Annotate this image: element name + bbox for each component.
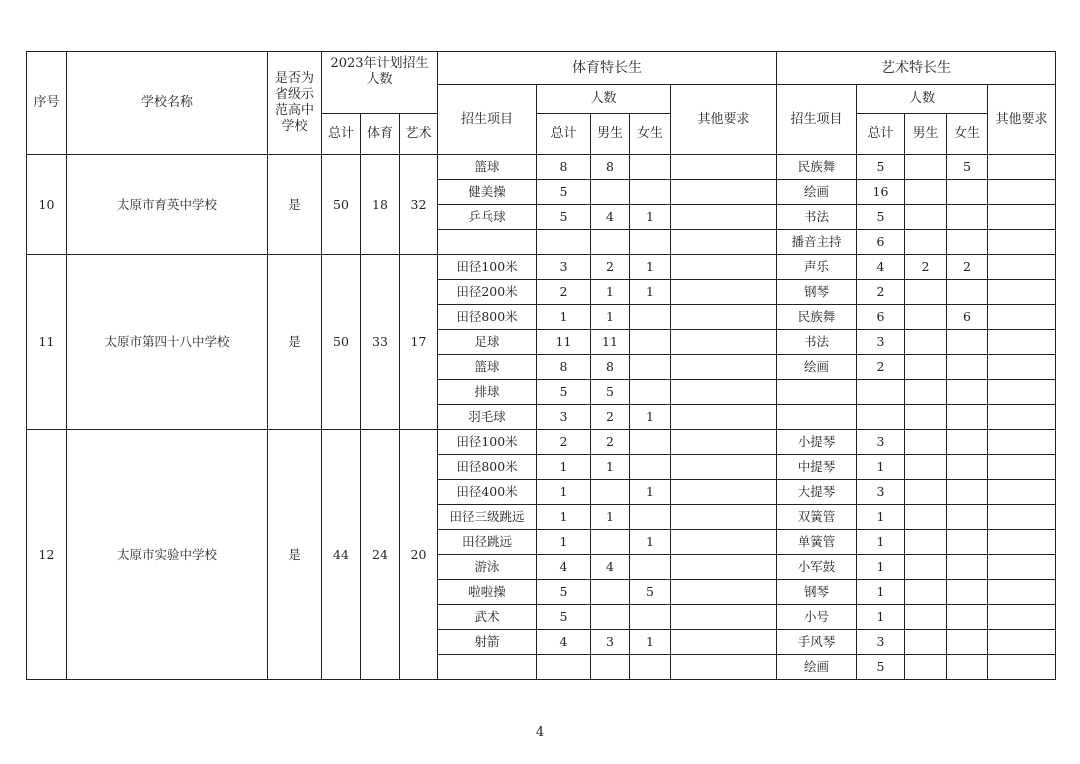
sports-project: 啦啦操 [438,580,537,605]
table-row [27,430,1056,455]
sports-female [630,655,671,680]
arts-female: 6 [947,305,988,330]
header-arts-male: 男生 [905,114,947,155]
sports-male: 2 [591,255,630,280]
header-is-model: 是否为省级示范高中学校 [268,52,322,155]
sports-female: 1 [630,405,671,430]
arts-male [905,630,947,655]
sports-other-requirements [671,580,777,605]
sports-total: 3 [537,405,591,430]
header-school-name: 学校名称 [67,52,268,155]
sports-project: 篮球 [438,355,537,380]
sports-project: 田径800米 [438,455,537,480]
arts-female [947,280,988,305]
sports-total: 8 [537,155,591,180]
sports-other-requirements [671,405,777,430]
sports-project [438,655,537,680]
plan-arts: 17 [400,255,438,430]
sports-project: 田径400米 [438,480,537,505]
arts-male [905,580,947,605]
sports-male: 4 [591,555,630,580]
arts-male [905,430,947,455]
arts-total: 3 [857,480,905,505]
arts-male [905,155,947,180]
sports-total: 3 [537,255,591,280]
sports-female [630,555,671,580]
arts-project: 绘画 [777,655,857,680]
arts-other-requirements [988,405,1056,430]
arts-other-requirements [988,280,1056,305]
arts-female [947,230,988,255]
sports-female: 1 [630,205,671,230]
sports-male: 1 [591,505,630,530]
header-plan-arts: 艺术 [400,114,438,155]
sports-other-requirements [671,655,777,680]
sports-project: 田径200米 [438,280,537,305]
arts-project: 书法 [777,330,857,355]
arts-male [905,655,947,680]
sports-male: 5 [591,380,630,405]
sports-project: 乒乓球 [438,205,537,230]
sports-female [630,330,671,355]
arts-female [947,455,988,480]
arts-male [905,230,947,255]
sports-project: 排球 [438,380,537,405]
school-is-model: 是 [268,155,322,255]
sports-female: 5 [630,580,671,605]
arts-total: 6 [857,230,905,255]
arts-total: 1 [857,605,905,630]
sports-male: 1 [591,305,630,330]
header-sports-other: 其他要求 [671,85,777,155]
school-seq: 10 [27,155,67,255]
arts-other-requirements [988,530,1056,555]
arts-other-requirements [988,480,1056,505]
admissions-table [26,51,1056,680]
plan-sports: 18 [361,155,400,255]
arts-project: 钢琴 [777,580,857,605]
sports-total: 8 [537,355,591,380]
sports-other-requirements [671,530,777,555]
header-seq: 序号 [27,52,67,155]
header-arts-count: 人数 [857,85,988,114]
arts-project: 钢琴 [777,280,857,305]
header-sports-specialty: 体育特长生 [438,52,777,85]
sports-male: 3 [591,630,630,655]
sports-male [591,480,630,505]
sports-other-requirements [671,555,777,580]
arts-other-requirements [988,380,1056,405]
header-sports-project: 招生项目 [438,85,537,155]
arts-project: 声乐 [777,255,857,280]
arts-male [905,530,947,555]
school-name: 太原市育英中学校 [67,155,268,255]
sports-other-requirements [671,255,777,280]
school-is-model: 是 [268,430,322,680]
arts-total: 5 [857,155,905,180]
sports-female [630,155,671,180]
sports-female [630,355,671,380]
sports-female: 1 [630,255,671,280]
plan-total: 44 [322,430,361,680]
sports-project: 健美操 [438,180,537,205]
plan-total: 50 [322,255,361,430]
sports-male: 8 [591,355,630,380]
arts-project: 手风琴 [777,630,857,655]
sports-other-requirements [671,355,777,380]
sports-male: 2 [591,430,630,455]
plan-sports: 24 [361,430,400,680]
sports-other-requirements [671,455,777,480]
sports-male [591,530,630,555]
arts-total [857,405,905,430]
arts-project: 中提琴 [777,455,857,480]
arts-female [947,330,988,355]
arts-project: 民族舞 [777,155,857,180]
sports-female [630,230,671,255]
arts-project: 书法 [777,205,857,230]
sports-total: 4 [537,630,591,655]
arts-project: 民族舞 [777,305,857,330]
arts-female [947,580,988,605]
sports-other-requirements [671,155,777,180]
arts-other-requirements [988,555,1056,580]
sports-female: 1 [630,630,671,655]
table-body [27,155,1056,680]
sports-total: 4 [537,555,591,580]
sports-male [591,580,630,605]
plan-arts: 20 [400,430,438,680]
sports-total: 1 [537,455,591,480]
sports-project: 田径跳远 [438,530,537,555]
school-name: 太原市实验中学校 [67,430,268,680]
plan-arts: 32 [400,155,438,255]
arts-male [905,205,947,230]
header-arts-total: 总计 [857,114,905,155]
arts-other-requirements [988,430,1056,455]
arts-female [947,405,988,430]
header-sports-count: 人数 [537,85,671,114]
arts-male: 2 [905,255,947,280]
sports-male [591,655,630,680]
arts-female [947,430,988,455]
arts-male [905,330,947,355]
arts-female: 5 [947,155,988,180]
arts-female [947,355,988,380]
header-sports-female: 女生 [630,114,671,155]
sports-other-requirements [671,605,777,630]
arts-other-requirements [988,180,1056,205]
arts-other-requirements [988,205,1056,230]
sports-male: 1 [591,280,630,305]
header-arts-other: 其他要求 [988,85,1056,155]
header-arts-project: 招生项目 [777,85,857,155]
sports-project: 武术 [438,605,537,630]
arts-female [947,180,988,205]
arts-male [905,180,947,205]
arts-project: 大提琴 [777,480,857,505]
arts-project: 小号 [777,605,857,630]
sports-project [438,230,537,255]
arts-total: 6 [857,305,905,330]
school-name: 太原市第四十八中学校 [67,255,268,430]
header-arts-female: 女生 [947,114,988,155]
sports-total: 1 [537,505,591,530]
arts-other-requirements [988,580,1056,605]
arts-female [947,630,988,655]
arts-male [905,355,947,380]
sports-male: 11 [591,330,630,355]
sports-female: 1 [630,280,671,305]
sports-female: 1 [630,480,671,505]
sports-total: 2 [537,280,591,305]
arts-male [905,555,947,580]
header-sports-male: 男生 [591,114,630,155]
sports-project: 田径100米 [438,430,537,455]
sports-total [537,230,591,255]
arts-male [905,605,947,630]
sports-project: 游泳 [438,555,537,580]
arts-total: 5 [857,205,905,230]
arts-project: 播音主持 [777,230,857,255]
arts-other-requirements [988,355,1056,380]
arts-female [947,655,988,680]
arts-female [947,205,988,230]
school-seq: 12 [27,430,67,680]
school-seq: 11 [27,255,67,430]
arts-project: 绘画 [777,180,857,205]
sports-total: 5 [537,180,591,205]
arts-male [905,305,947,330]
sports-other-requirements [671,380,777,405]
sports-male: 8 [591,155,630,180]
arts-project: 小军鼓 [777,555,857,580]
sports-project: 篮球 [438,155,537,180]
arts-male [905,455,947,480]
arts-female [947,380,988,405]
header-sports-total: 总计 [537,114,591,155]
sports-other-requirements [671,430,777,455]
sports-female [630,180,671,205]
sports-total: 1 [537,530,591,555]
arts-female [947,480,988,505]
arts-male [905,380,947,405]
sports-female [630,455,671,480]
arts-total: 1 [857,580,905,605]
arts-total: 1 [857,555,905,580]
arts-project: 双簧管 [777,505,857,530]
arts-male [905,280,947,305]
sports-female [630,305,671,330]
arts-total: 3 [857,430,905,455]
arts-other-requirements [988,455,1056,480]
arts-total: 2 [857,355,905,380]
arts-total: 1 [857,505,905,530]
sports-project: 射箭 [438,630,537,655]
sports-male [591,605,630,630]
arts-other-requirements [988,255,1056,280]
sports-total: 5 [537,580,591,605]
sports-male: 4 [591,205,630,230]
arts-total: 5 [857,655,905,680]
arts-project: 小提琴 [777,430,857,455]
arts-project: 绘画 [777,355,857,380]
sports-total: 5 [537,205,591,230]
arts-total: 1 [857,530,905,555]
header-plan-total: 总计 [322,114,361,155]
arts-other-requirements [988,305,1056,330]
sports-other-requirements [671,205,777,230]
sports-total: 2 [537,430,591,455]
sports-female [630,605,671,630]
header-arts-specialty: 艺术特长生 [777,52,1056,85]
sports-male: 1 [591,455,630,480]
arts-project: 单簧管 [777,530,857,555]
arts-project [777,380,857,405]
arts-other-requirements [988,155,1056,180]
sports-female [630,380,671,405]
header-plan-2023: 2023年计划招生人数 [322,52,438,114]
arts-female [947,555,988,580]
sports-project: 田径800米 [438,305,537,330]
arts-other-requirements [988,630,1056,655]
sports-female: 1 [630,530,671,555]
sports-project: 田径100米 [438,255,537,280]
arts-male [905,405,947,430]
plan-sports: 33 [361,255,400,430]
sports-other-requirements [671,630,777,655]
header-plan-sports: 体育 [361,114,400,155]
arts-total: 3 [857,330,905,355]
arts-total: 4 [857,255,905,280]
arts-female [947,605,988,630]
sports-total: 1 [537,305,591,330]
arts-other-requirements [988,230,1056,255]
sports-project: 羽毛球 [438,405,537,430]
arts-project [777,405,857,430]
sports-male [591,230,630,255]
school-is-model: 是 [268,255,322,430]
arts-total: 3 [857,630,905,655]
arts-total: 1 [857,455,905,480]
sports-total [537,655,591,680]
sports-total: 11 [537,330,591,355]
arts-female: 2 [947,255,988,280]
sports-total: 1 [537,480,591,505]
sports-project: 田径三级跳远 [438,505,537,530]
sports-total: 5 [537,605,591,630]
sports-other-requirements [671,280,777,305]
sports-male: 2 [591,405,630,430]
arts-total: 2 [857,280,905,305]
sports-other-requirements [671,305,777,330]
sports-female [630,505,671,530]
sports-project: 足球 [438,330,537,355]
arts-male [905,480,947,505]
arts-total: 16 [857,180,905,205]
arts-other-requirements [988,505,1056,530]
sports-female [630,430,671,455]
plan-total: 50 [322,155,361,255]
sports-other-requirements [671,230,777,255]
arts-total [857,380,905,405]
arts-other-requirements [988,605,1056,630]
sports-other-requirements [671,180,777,205]
sports-other-requirements [671,330,777,355]
arts-female [947,530,988,555]
arts-other-requirements [988,655,1056,680]
sports-other-requirements [671,480,777,505]
arts-other-requirements [988,330,1056,355]
table-row [27,255,1056,280]
sports-other-requirements [671,505,777,530]
arts-female [947,505,988,530]
sports-total: 5 [537,380,591,405]
sports-male [591,180,630,205]
table-row [27,155,1056,180]
arts-male [905,505,947,530]
page-number: 4 [535,725,545,740]
